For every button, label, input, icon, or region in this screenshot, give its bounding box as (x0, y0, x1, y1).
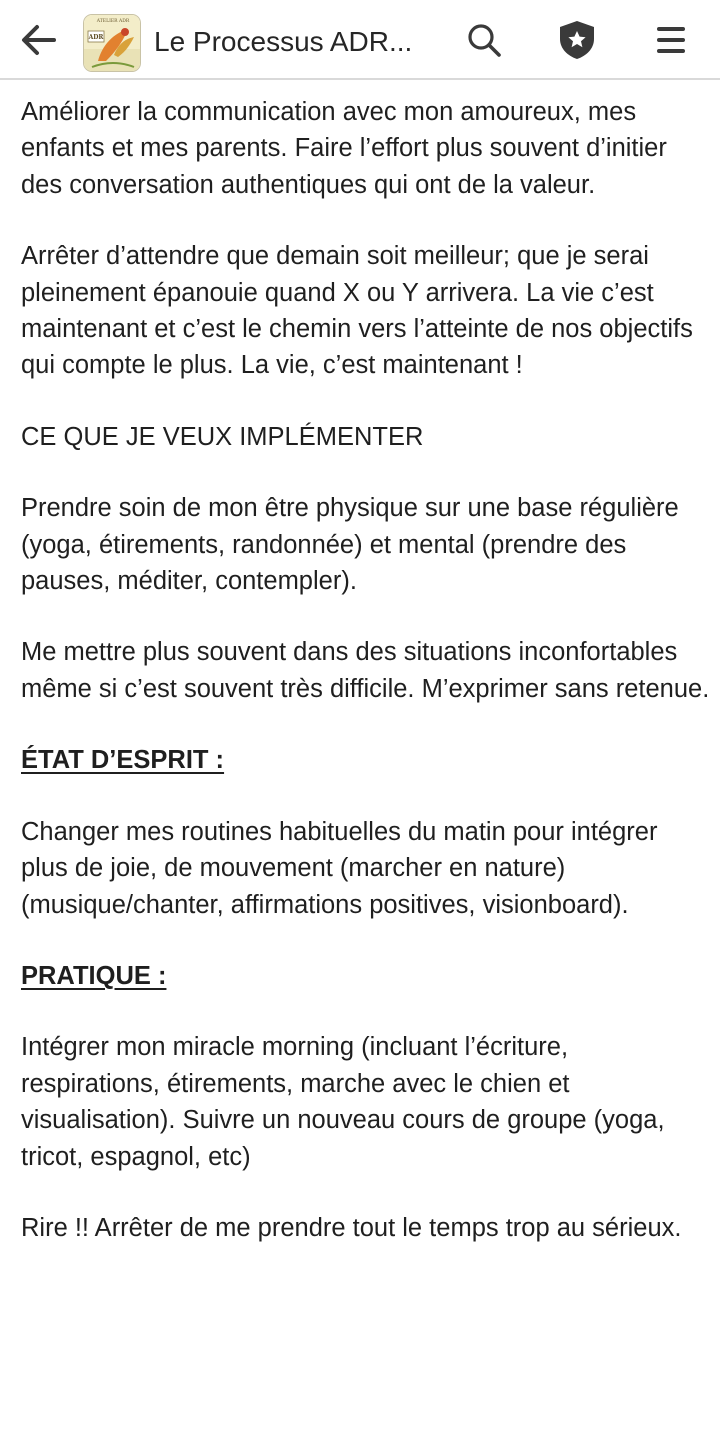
top-app-bar (0, 0, 720, 80)
paragraph-etre-physique: Prendre soin de mon être physique sur une base régulière (yoga, étirements, randonnée) et mental (prendre des pauses, méditer, contempler). (21, 494, 679, 596)
paragraph-maintenant: Arrêter d’attendre que demain soit meilleur; que je serai pleinement épanouie quand X ou Y arrivera. La vie c’est maintenant et c’est le chemin vers l’atteinte de nos objectifs qui compte le plus. La vie, c’est maintenant ! (21, 242, 693, 380)
paragraph-communication: Améliorer la communication avec mon amoureux, mes enfants et mes parents. Faire l’effort plus souvent d’initier des conversation authentiques qui ont de la valeur. (21, 98, 667, 199)
heading-etat-esprit: ÉTAT D’ESPRIT : (21, 746, 225, 775)
paragraph-routines-matin: Changer mes routines habituelles du matin pour intégrer plus de joie, de mouvement (marcher en nature) (musique/chanter, affirmations positives, visionboard). (21, 817, 658, 919)
article-body (21, 94, 711, 1281)
back-button[interactable] (14, 16, 62, 64)
paragraph-rire: Rire !! Arrêter de me prendre tout le temps trop au sérieux. (21, 1213, 682, 1242)
section-title-implementer: CE QUE JE VEUX IMPLÉMENTER (21, 422, 424, 451)
hamburger-menu-icon (651, 20, 691, 60)
shield-button[interactable] (553, 16, 601, 64)
app-logo (83, 14, 141, 72)
paragraph-miracle-morning: Intégrer mon miracle morning (incluant l’écriture, respirations, étirements, marche avec le chien et visualisation). Suivre un nouveau cours de groupe (yoga, tricot, espagnol, etc) (21, 1033, 665, 1171)
search-icon (464, 20, 504, 60)
svg-text:ATELIER ADR: ATELIER ADR (96, 19, 130, 24)
page-title: Le Processus ADR... (154, 26, 413, 57)
search-button[interactable] (460, 16, 508, 64)
shield-star-icon (555, 18, 599, 62)
svg-text:ADR: ADR (88, 34, 104, 41)
paragraph-situations-inconfortables: Me mettre plus souvent dans des situations inconfortables même si c’est souvent très difficile. M’exprimer sans retenue. (21, 638, 710, 703)
menu-button[interactable] (647, 16, 695, 64)
arrow-left-icon (18, 20, 58, 60)
heading-pratique: PRATIQUE : (21, 961, 167, 990)
